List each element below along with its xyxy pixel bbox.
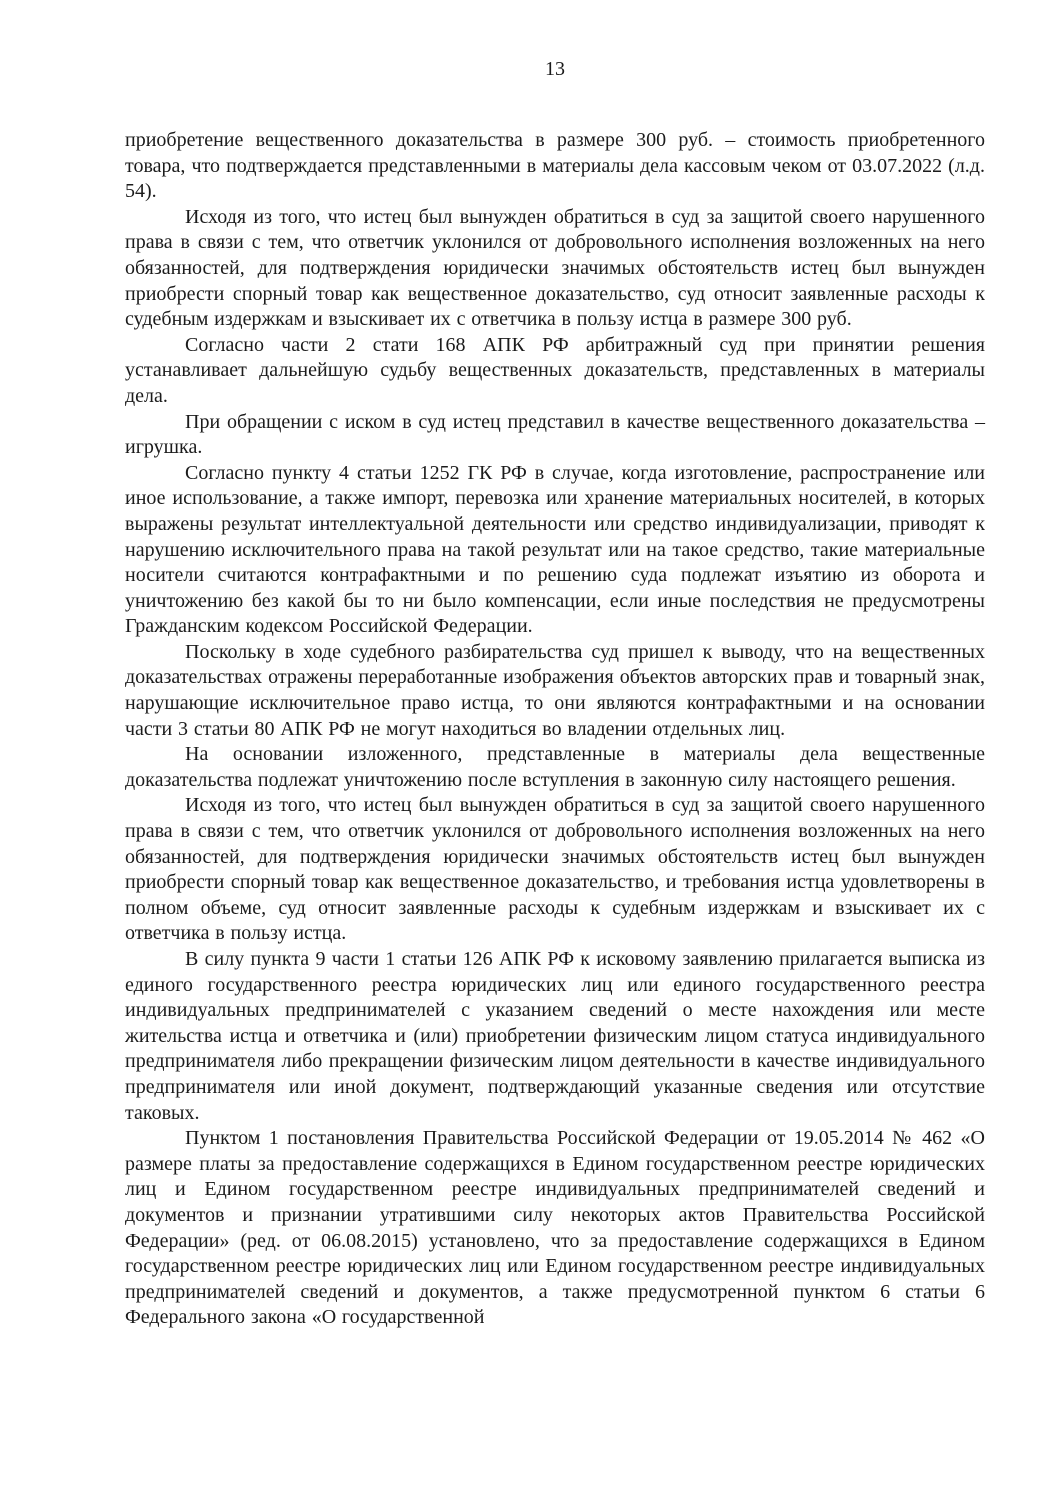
paragraph: Согласно части 2 стати 168 АПК РФ арбитражный суд при принятии решения устанавливает дальнейшую судьбу вещественных доказательств, представленных в материалы дела. <box>125 333 985 407</box>
paragraph: Пунктом 1 постановления Правительства Российской Федерации от 19.05.2014 № 462 «О размере платы за предоставление содержащихся в Едином государственном реестре юридических лиц и Едином государственном реестре индивидуальных предпринимателей сведений и документов и признании утратившими силу некоторых актов Правительства Российской Федерации» (ред. от 06.08.2015) установлено, что за предоставление содержащихся в Едином государственном реестре юридических лиц или Едином государственном реестре индивидуальных предпринимателей сведений и документов, а также предусмотренной пунктом 6 статьи 6 Федерального закона «О государственной <box>125 1127 985 1329</box>
paragraph: приобретение вещественного доказательства в размере 300 руб. – стоимость приобретенного товара, что подтверждается представленными в материалы дела кассовым чеком от 03.07.2022 (л.д. 54). <box>125 129 985 203</box>
paragraph: Поскольку в ходе судебного разбирательства суд пришел к выводу, что на вещественных доказательствах отражены переработанные изображения объектов авторских прав и товарный знак, нарушающие исключительное право истца, то они являются контрафактными и на основании части 3 статьи 80 АПК РФ не могут находиться во владении отдельных лиц. <box>125 640 985 740</box>
paragraph: Исходя из того, что истец был вынужден обратиться в суд за защитой своего нарушенного права в связи с тем, что ответчик уклонился от добровольного исполнения возложенных на него обязанностей, для подтверждения юридически значимых обстоятельств истец был вынужден приобрести спорный товар как вещественное доказательство, и требования истца удовлетворены в полном объеме, суд относит заявленные расходы к судебным издержкам и взыскивает их с ответчика в пользу истца. <box>125 794 985 945</box>
document-body <box>125 128 985 1331</box>
paragraph: Согласно пункту 4 статьи 1252 ГК РФ в случае, когда изготовление, распространение или иное использование, а также импорт, перевозка или хранение материальных носителей, в которых выражены результат интеллектуальной деятельности или средство индивидуализации, приводят к нарушению исключительного права на такой результат или на такое средство, такие материальные носители считаются контрафактными и по решению суда подлежат изъятию из оборота и уничтожению без какой бы то ни было компенсации, если иные последствия не предусмотрены Гражданским кодексом Российской Федерации. <box>125 461 985 638</box>
paragraph: На основании изложенного, представленные в материалы дела вещественные доказательства подлежат уничтожению после вступления в законную силу настоящего решения. <box>125 743 985 791</box>
paragraph: Исходя из того, что истец был вынужден обратиться в суд за защитой своего нарушенного права в связи с тем, что ответчик уклонился от добровольного исполнения возложенных на него обязанностей, для подтверждения юридически значимых обстоятельств истец был вынужден приобрести спорный товар как вещественное доказательство, суд относит заявленные расходы к судебным издержкам и взыскивает их с ответчика в пользу истца в размере 300 руб. <box>125 205 985 331</box>
paragraph: При обращении с иском в суд истец представил в качестве вещественного доказательства – игрушка. <box>125 410 985 459</box>
page-number: 13 <box>545 58 565 80</box>
paragraph: В силу пункта 9 части 1 статьи 126 АПК РФ к исковому заявлению прилагается выписка из единого государственного реестра юридических лиц или единого государственного реестра индивидуальных предпринимателей с указанием сведений о месте нахождения или месте жительства истца и ответчика и (или) приобретении физическим лицом статуса индивидуального предпринимателя либо прекращении физическим лицом деятельности в качестве индивидуального предпринимателя или иной документ, подтверждающий указанные сведения или отсутствие таковых. <box>125 948 985 1124</box>
